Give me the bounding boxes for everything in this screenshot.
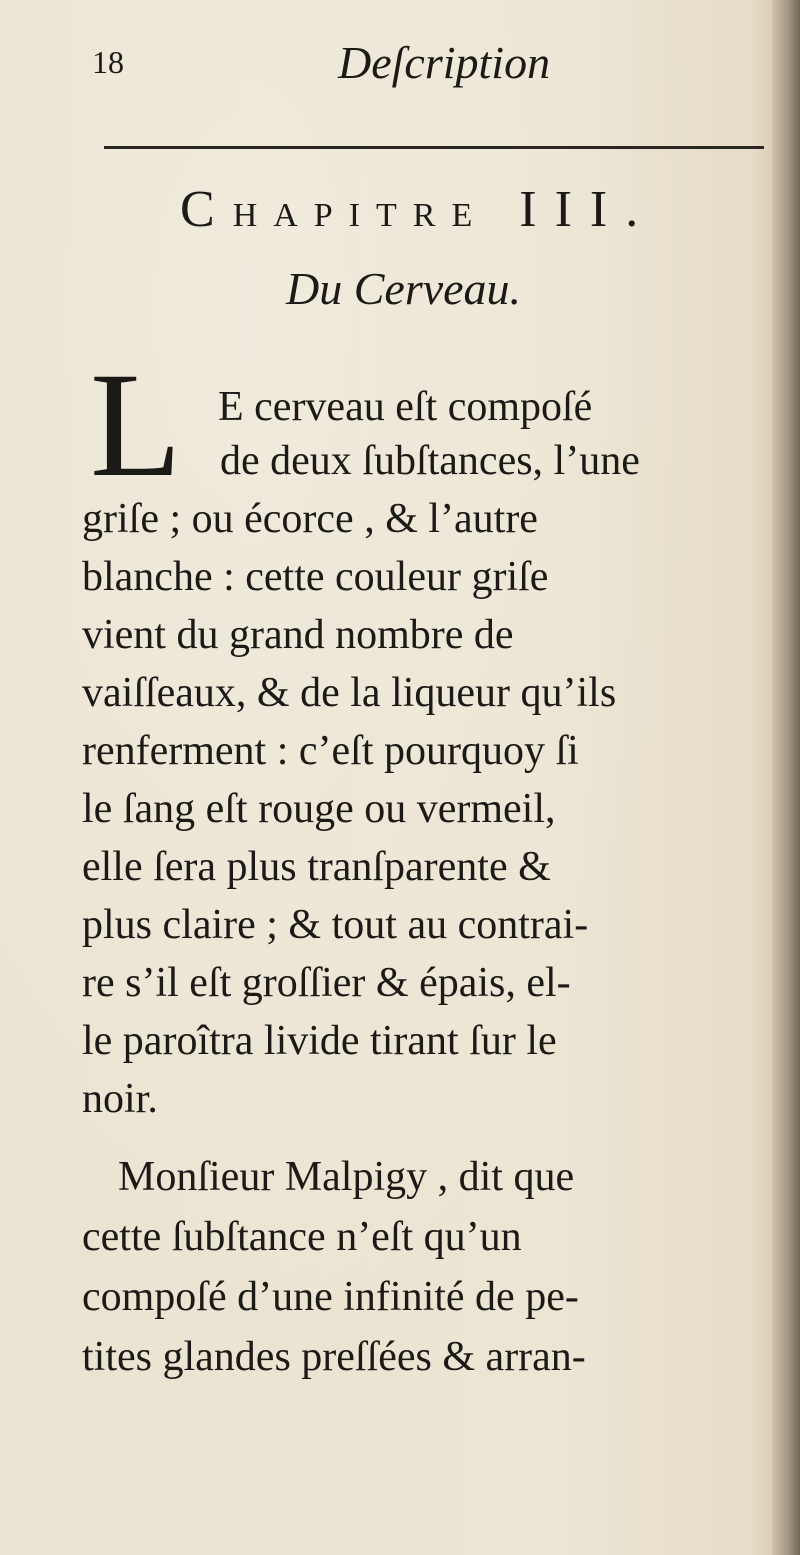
text-line-8: le ſang eſt rouge ou vermeil, — [82, 786, 556, 832]
page-number: 18 — [92, 44, 124, 80]
text-line-17: tites glandes preſſées & arran- — [82, 1334, 586, 1380]
text-line-11: re s’il eſt groſſier & épais, el- — [82, 960, 571, 1006]
chapter-title-initial: C — [180, 181, 233, 238]
text-line-3: griſe ; ou écorce , & l’autre — [82, 496, 538, 542]
text-line-5: vient du grand nombre de — [82, 612, 514, 658]
running-head: Deſcription — [338, 37, 551, 88]
page-header — [0, 36, 760, 96]
section-title: Du Cerveau. — [286, 263, 522, 314]
text-line-6: vaiſſeaux, & de la liqueur qu’ils — [82, 670, 617, 716]
text-line-2: de deux ſubſtances, l’une — [220, 438, 640, 484]
chapter-title-word: HAPITRE — [232, 197, 489, 234]
text-line-15: cette ſubſtance n’eſt qu’un — [82, 1214, 522, 1260]
text-line-1: E cerveau eſt compoſé — [218, 384, 593, 430]
text-line-13: noir. — [82, 1076, 158, 1122]
chapter-title — [180, 180, 656, 239]
text-line-9: elle ſera plus tranſparente & — [82, 844, 551, 890]
chapter-number: III. — [519, 181, 657, 238]
text-line-4: blanche : cette couleur griſe — [82, 554, 549, 600]
drop-cap: L — [90, 342, 182, 508]
text-line-7: renferment : c’eſt pourquoy ſi — [82, 728, 579, 774]
header-rule — [104, 146, 764, 149]
text-line-16: compoſé d’une infinité de pe- — [82, 1274, 579, 1320]
text-line-10: plus claire ; & tout au contrai- — [82, 902, 589, 948]
text-line-12: le paroîtra livide tirant ſur le — [82, 1018, 557, 1064]
text-line-14: Monſieur Malpigy , dit que — [118, 1154, 575, 1200]
page-edge — [772, 0, 800, 1555]
